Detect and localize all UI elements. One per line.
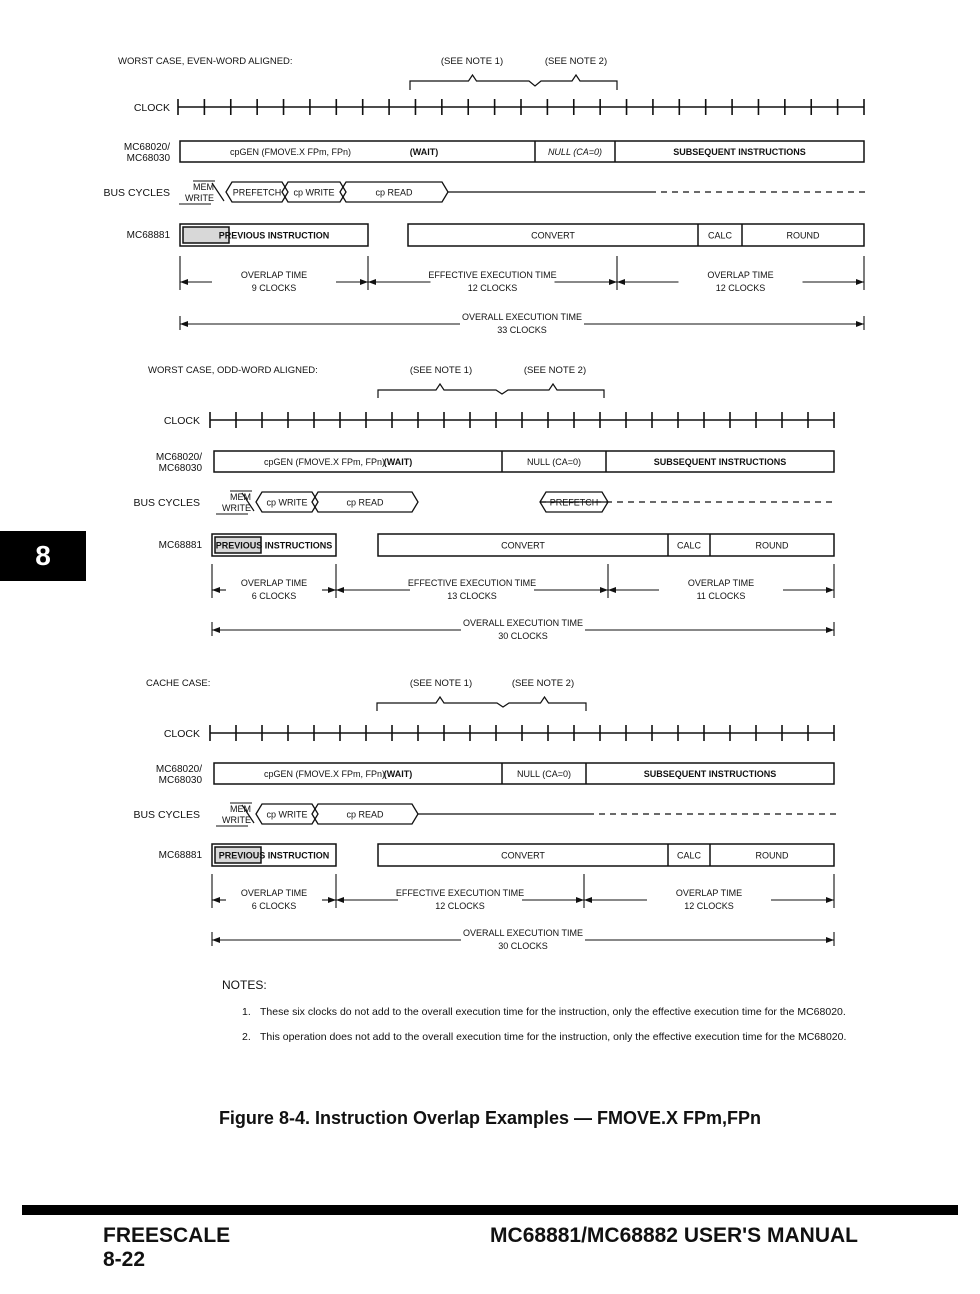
overlap-time-2-label: OVERLAP TIME [675,888,743,898]
footer-left [103,1224,230,1272]
effective-time-arrowhead [600,587,608,593]
fpu-convert-label: CONVERT [501,850,545,861]
note-item [242,1031,862,1044]
bus-cycles-label: BUS CYCLES [133,497,200,509]
bus-cycle-label: PREFETCH [549,497,599,508]
cpu-label: MC68030 [126,153,170,164]
chapter-tab: 8 [0,531,86,581]
overall-time-clocks: 30 CLOCKS [498,631,548,641]
diagram-title: WORST CASE, ODD-WORD ALIGNED: [148,365,318,376]
overlap-time-1-label: OVERLAP TIME [240,270,308,280]
cpu-label: MC68020/ [155,452,202,463]
effective-time-label: EFFECTIVE EXECUTION TIME [395,888,525,898]
bus-cycle-label: cp WRITE [293,187,335,198]
footer-brand: FREESCALE [103,1224,231,1247]
cpu-label: MC68020/ [155,764,202,775]
overlap-time-2-arrowhead [608,587,616,593]
overlap-time-1-arrowhead [360,279,368,285]
diagram-title: CACHE CASE: [146,678,211,689]
footer-rule [22,1205,958,1215]
overlap-time-2-arrowhead [584,897,592,903]
note-ref-1: (SEE NOTE 1) [409,678,473,689]
fpu-calc-label: CALC [707,230,733,241]
overlap-time-1-arrowhead [180,279,188,285]
diagram-title: WORST CASE, EVEN-WORD ALIGNED: [118,56,293,67]
overall-time-clocks: 30 CLOCKS [498,941,548,951]
cpu-label: MC68020/ [123,142,170,153]
overlap-time-2-clocks: 12 CLOCKS [715,283,766,293]
bus-cycle-label: cp READ [346,809,384,820]
note-ref-2: (SEE NOTE 2) [511,678,575,689]
overlap-time-1-clocks: 9 CLOCKS [251,283,297,293]
note-text: This operation does not add to the overall execution time for the instruction, only the effective execution time for the MC68020. [260,1031,847,1043]
overlap-time-2-clocks: 12 CLOCKS [684,901,734,911]
overlap-time-1-label: OVERLAP TIME [240,578,308,588]
overlap-time-2-arrowhead [617,279,625,285]
overall-time-arrowhead [180,321,188,327]
figure-caption: Figure 8-4. Instruction Overlap Examples — FMOVE.X FPm,FPn [218,1108,762,1128]
effective-time-arrowhead [336,897,344,903]
bus-cycle-label: PREFETCH [232,187,282,198]
overall-time-arrowhead [856,321,864,327]
cpu-segment-null: NULL (CA=0) [517,769,571,779]
fpu-round-label: ROUND [755,850,789,861]
note-ref-1: (SEE NOTE 1) [440,56,504,67]
effective-time-clocks: 12 CLOCKS [435,901,485,911]
cpu-segment-cpgen: cpGEN (FMOVE.X FPm, FPn) [264,769,386,779]
write-label: WRITE [222,503,251,513]
note-text: These six clocks do not add to the overall execution time for the instruction, only the effective execution time for the MC68020. [260,1006,846,1018]
overlap-time-1-label: OVERLAP TIME [240,888,308,898]
fpu-label: MC68881 [158,540,202,551]
overall-time-clocks: 33 CLOCKS [497,325,547,335]
notes-heading: NOTES: [222,978,267,992]
overlap-time-2-label: OVERLAP TIME [687,578,755,588]
overall-time-arrowhead [212,937,220,943]
overall-time-arrowhead [212,627,220,633]
fpu-label: MC68881 [158,850,202,861]
manual-title: MC68881/MC68882 USER'S MANUAL [490,1224,858,1247]
fpu-previous-label: PREVIOUS INSTRUCTIONS [215,540,333,551]
bus-cycle-label: cp READ [375,187,413,198]
overlap-time-1-clocks: 6 CLOCKS [251,591,297,601]
overall-time-label: OVERALL EXECUTION TIME [462,618,584,628]
effective-time-label: EFFECTIVE EXECUTION TIME [428,270,557,280]
fpu-label: MC68881 [126,230,170,241]
mem-label: MEM [193,182,214,192]
overall-time-arrowhead [826,937,834,943]
overall-time-arrowhead [826,627,834,633]
note-bracket [378,384,604,398]
fpu-round-label: ROUND [786,230,820,241]
cpu-segment-cpgen: cpGEN (FMOVE.X FPm, FPn) [264,457,386,467]
clock-label: CLOCK [163,415,200,427]
note-ref-1: (SEE NOTE 1) [409,365,473,376]
fpu-convert-label: CONVERT [501,540,545,551]
effective-time-label: EFFECTIVE EXECUTION TIME [407,578,537,588]
cpu-segment-wait: (WAIT) [383,457,413,467]
note-bracket [410,75,617,90]
note-bracket [377,697,586,711]
cpu-segment-wait: (WAIT) [409,147,439,157]
overlap-time-2-label: OVERLAP TIME [707,270,774,280]
bus-cycle-label: cp WRITE [266,497,308,508]
bus-cycles-label: BUS CYCLES [133,809,200,821]
fpu-calc-label: CALC [676,850,702,861]
fpu-round-label: ROUND [755,540,789,551]
write-label: WRITE [222,815,251,825]
overall-time-label: OVERALL EXECUTION TIME [461,312,583,322]
write-label: WRITE [185,193,214,203]
mem-label: MEM [230,804,251,814]
cpu-label: MC68030 [158,463,202,474]
cpu-segment-cpgen: cpGEN (FMOVE.X FPm, FPn) [230,147,352,157]
overlap-time-1-arrowhead [328,897,336,903]
cpu-segment-subsequent: SUBSEQUENT INSTRUCTIONS [653,457,787,467]
effective-time-clocks: 12 CLOCKS [467,283,518,293]
effective-time-arrowhead [336,587,344,593]
cpu-segment-null: NULL (CA=0) [547,147,603,157]
cpu-segment-subsequent: SUBSEQUENT INSTRUCTIONS [673,147,806,157]
clock-label: CLOCK [133,102,170,114]
effective-time-arrowhead [368,279,376,285]
effective-time-clocks: 13 CLOCKS [447,591,497,601]
cpu-segment-subsequent: SUBSEQUENT INSTRUCTIONS [643,769,777,779]
overall-time-label: OVERALL EXECUTION TIME [462,928,584,938]
fpu-convert-label: CONVERT [531,230,575,241]
bus-cycles-label: BUS CYCLES [103,187,170,199]
overlap-time-1-arrowhead [328,587,336,593]
fpu-previous-label: PREVIOUS INSTRUCTION [218,850,330,861]
cpu-segment-wait: (WAIT) [383,769,413,779]
overlap-time-2-arrowhead [856,279,864,285]
note-ref-2: (SEE NOTE 2) [523,365,587,376]
cpu-label: MC68030 [158,775,202,786]
bus-cycle-label: cp READ [346,497,384,508]
page-number: 8-22 [103,1248,146,1271]
fpu-calc-label: CALC [676,540,702,551]
note-number: 2. [242,1031,251,1043]
mem-label: MEM [230,492,251,502]
effective-time-arrowhead [576,897,584,903]
notes-section [222,978,862,1056]
fpu-previous-label: PREVIOUS INSTRUCTION [218,230,330,241]
overlap-time-2-arrowhead [826,587,834,593]
overlap-time-1-arrowhead [212,587,220,593]
bus-cycle-label: cp WRITE [266,809,308,820]
effective-time-arrowhead [609,279,617,285]
note-number: 1. [242,1006,251,1018]
overlap-time-1-clocks: 6 CLOCKS [251,901,297,911]
overlap-time-2-arrowhead [826,897,834,903]
cpu-segment-null: NULL (CA=0) [527,457,581,467]
clock-label: CLOCK [163,728,200,740]
overlap-time-2-clocks: 11 CLOCKS [696,591,746,601]
note-ref-2: (SEE NOTE 2) [544,56,608,67]
note-item [242,1006,862,1019]
overlap-time-1-arrowhead [212,897,220,903]
